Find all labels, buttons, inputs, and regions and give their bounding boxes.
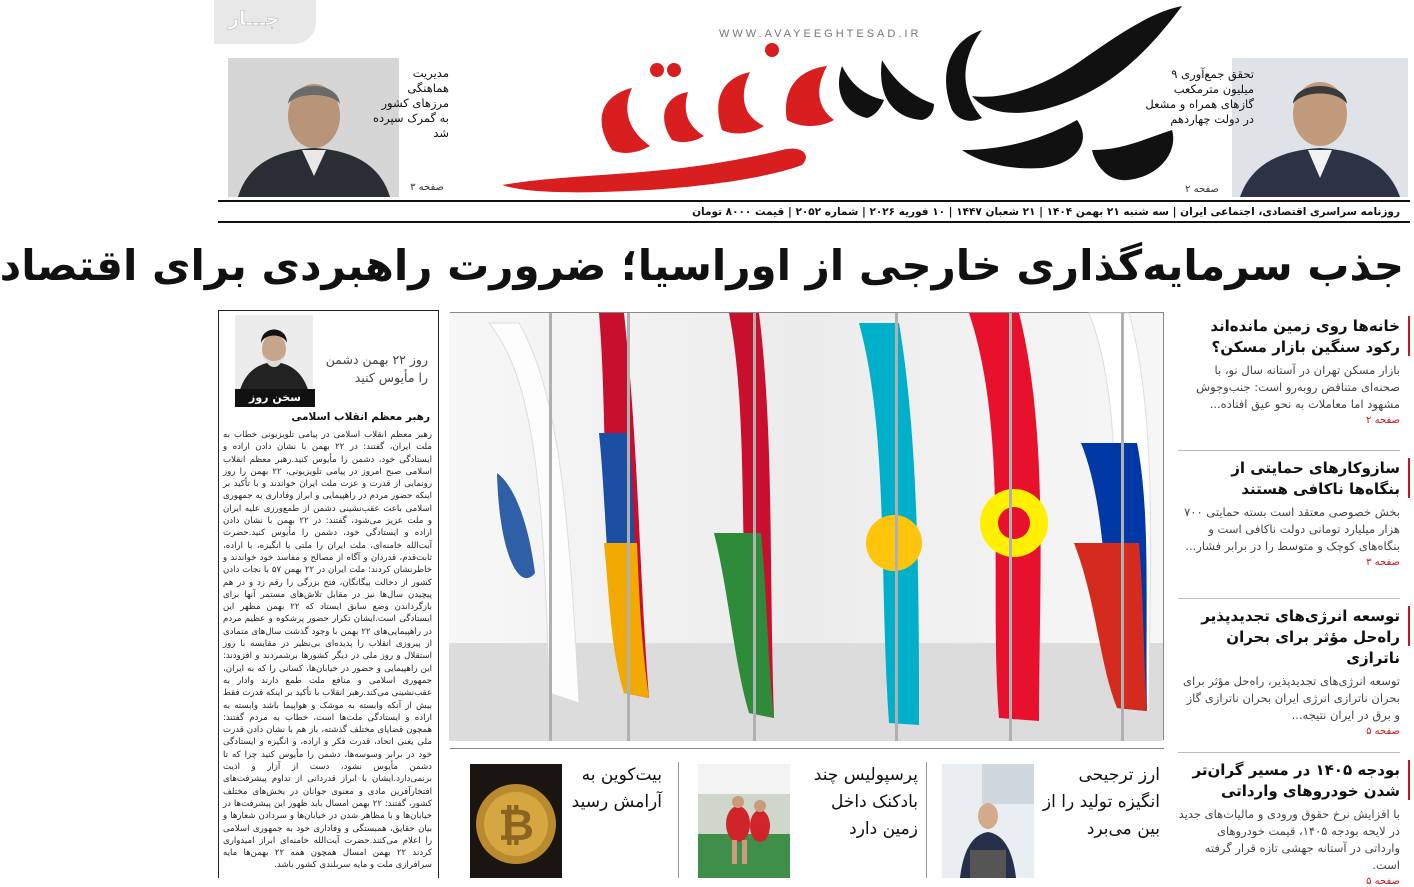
right-teaser-page: صفحه ۲ [1185, 184, 1219, 195]
site-url[interactable]: WWW.AVAYEEGHTESAD.IR [719, 28, 922, 40]
right-story-budget[interactable] [1178, 760, 1400, 887]
right-story-support[interactable] [1178, 458, 1400, 568]
portrait-oil-official [1232, 58, 1408, 197]
right-story-page: صفحه ۳ [1366, 557, 1400, 568]
story-divider [1178, 752, 1400, 753]
right-story-housing[interactable] [1178, 316, 1400, 426]
right-story-summary: توسعه انرژی‌های تجدیدپذیر، راه‌حل مؤثر برای بحران ناترازی انرژی ایران بحران ناترازی گاز و برق در ایران نتیجه... [1182, 674, 1400, 722]
story-accent-bar [1408, 760, 1410, 800]
story-divider [1178, 450, 1400, 451]
bottom-photo-football [698, 764, 790, 878]
right-story-summary: بخش خصوصی معتقد است بسته حمایتی ۷۰۰ هزار میلیارد تومانی دولت ناکافی است و بنگاه‌های کوچک و متوسط را در برابر فشار... [1184, 505, 1400, 553]
right-story-summary: بازار مسکن تهران در آستانه سال نو، با صحنه‌ای متناقض روبه‌رو است: جنب‌وجوش مشهود اما معاملات به نحو عیق افتاده... [1196, 363, 1400, 411]
right-story-page: صفحه ۵ [1366, 726, 1400, 737]
leader-photo [235, 315, 313, 393]
right-column [1176, 310, 1410, 887]
bottom-row-rule [450, 748, 1164, 749]
masthead-rule-bottom [218, 221, 1410, 223]
right-story-title[interactable]: سازوکارهای حمایتی از بنگاه‌ها ناکافی هستند [1231, 459, 1400, 498]
left-teaser-page: صفحه ۳ [410, 182, 444, 193]
bottom-story-title[interactable]: ارز ترجیحی انگیزه تولید را از بین می‌برد [1042, 765, 1160, 839]
newspaper-logo [482, 0, 1187, 200]
bottom-photo-bitcoin [470, 764, 562, 878]
left-teaser-text[interactable]: مدیریت هماهنگی مرزهای کشور به گمرک سپرده شد [372, 66, 449, 140]
bottom-divider [678, 762, 679, 878]
bottom-story-persepolis[interactable] [796, 762, 918, 878]
right-story-title[interactable]: بودجه ۱۴۰۵ در مسیر گران‌تر شدن خودروهای وارداتی [1192, 761, 1400, 800]
right-story-page: صفحه ۵ [1366, 876, 1400, 887]
svg-text:₿: ₿ [498, 800, 534, 851]
section-tag [214, 0, 316, 44]
main-headline[interactable]: جذب سرمایه‌گذاری خارجی از اوراسیا؛ ضرورت راهبردی برای اقتصاد [0, 241, 1404, 290]
bottom-photo-currency [942, 764, 1034, 878]
right-story-summary: با افزایش نرخ حقوق ورودی و مالیات‌های جدید در لایحه بودجه ۱۴۰۵، قیمت خودروهای وارداتی در آستانه جهشی تازه قرار گرفته است. [1178, 807, 1400, 872]
story-divider [1178, 598, 1400, 599]
leader-quote[interactable]: روز ۲۲ بهمن دشمن را مأیوس کنید [325, 352, 428, 385]
leader-label: سخن روز [235, 389, 315, 407]
masthead-rule-top [218, 200, 1410, 202]
story-accent-bar [1408, 458, 1410, 498]
story-accent-bar [1408, 606, 1410, 646]
right-story-page: صفحه ۲ [1366, 415, 1400, 426]
bottom-story-currency[interactable] [1038, 762, 1160, 878]
bottom-story-title[interactable]: پرسپولیس چند بادکنک داخل زمین دارد [813, 765, 918, 839]
story-accent-bar [1408, 316, 1410, 356]
right-teaser-text[interactable]: تحقق جمع‌آوری ۹ میلیون مترمکعب گازهای همراه و مشعل در دولت چهاردهم [1145, 67, 1254, 126]
leader-body: رهبر معظم انقلاب اسلامی در پیامی تلویزیونی خطاب به ملت ایران، گفتند: در ۲۲ بهمن با نشان دادن اراده و ایستادگی خود، دشمن را مأیوس کنید.رهبر معظم انقلاب اسلامی صبح امروز در پیامی تلویزیونی، ۲۲ بهمن را روز رونمایی از قدرت و عزت ملت ایران خواندند و با تأکید بر اینکه حضور مردم در راهپیمایی و ابراز وفاداری به جمهوری اسلامی باعث عقب‌نشینی دشمن از طمع‌ورزی علیه ایران و ملت عزیز می‌شود، گفتند: در ۲۲ بهمن با نشان دادن اراده و ایستادگی خود، دشمن را مأیوس کنید.حضرت آیت‌الله خامنه‌ای، ملت ایران را ملتی با انگیزه، با اراده، ثابت‌قدم، قدردان و آگاه از مصالح و مفاسد خود خواندند و خاطرنشان کردند: ملت ایران در ۲۲ بهمن ۵۷ با نجات دادن کشور از دخالت بیگانگان، فتح بزرگی را رقم زد و در هم پیچیدن سال‌ها نیز در مقابل تلاش‌های مستمر آنها برای بازگرداندن وضع سابق ایستاد که ۲۲ بهمن مظهر این ایستادگی است.ایشان تکرار حضور پرشکوه و عظیم مردم در راهپیمایی‌های ۲۲ بهمن با وجود گذشت سال‌های متمادی از پیروزی انقلاب را پدیده‌ای بی‌نظیر در مقایسه با روز استقلال و روز ملی در دیگر کشورها برشمردند و افزودند: این راهپیمایی و حضور در خیابان‌ها، کسانی را که به ایران، جمهوری اسلامی و منافع ملت طمع دارند وادار به عقب‌نشینی می‌کند.رهبر انقلاب با تأکید بر اینکه قدرت فقط بیش از آنکه وابسته به موشک و هواپیما باشد وابسته به اراده و ایستادگی ملت‌ها است، خطاب به مردم گفتند: همچون قضایای مختلف گذشته، باز هم با نشان دادن قدرت ملی یعنی اتحاد، قدرت فکر و اراده، و انگیزه و ایستادگی خود در برابر وسوسه‌ها، دشمن را مأیوس کنید چرا که تا دشمن مأیوس نشود، دست از آزار و اذیت برنمی‌دارد.ایشان با ابراز قدردانی از تداوم پیشرفت‌های افتخارآفرین مادی و معنوی جوانان در بخش‌های مختلف کشور، گفتند: ۲۲ بهمن امسال باید ظهور این پیشرفت‌ها در خیابان‌ها و با مظاهر شدن در خیابان‌ها و سردادن شعارها و بیان حقایق، همبستگی و وفاداری خود به جمهوری اسلامی را اعلام می‌کنند.حضرت آیت‌الله خامنه‌ای ابراز امیدواری کردند ۲۲ بهمن امسال همچون همه ۲۲ بهمن‌ها مایه سرافرازی ملت و مایه سربلندی کشور باشد. [223, 430, 433, 871]
section-tag-label: جـــار [228, 8, 280, 30]
right-story-title[interactable]: توسعه انرژی‌های تجدیدپذیر راه‌حل مؤثر برای بحران ناترازی [1201, 607, 1400, 667]
bottom-story-bitcoin[interactable] [566, 762, 662, 878]
leader-title: رهبر معظم انقلاب اسلامی [291, 411, 430, 423]
main-photo-flags [450, 312, 1164, 740]
dateline: روزنامه سراسری اقتصادی، اجتماعی ایران | سه شنبه ۲۱ بهمن ۱۴۰۴ | ۲۱ شعبان ۱۴۴۷ | ۱۰ فوریه ۲۰۲۶ | شماره ۲۰۵۲ | قیمت ۸۰۰۰ تومان [692, 206, 1400, 218]
right-story-renewables[interactable] [1178, 606, 1400, 737]
bottom-story-title[interactable]: بیت‌کوین به آرامش رسید [571, 765, 662, 812]
right-story-title[interactable]: خانه‌ها روی زمین مانده‌اند رکود سنگین بازار مسکن؟ [1210, 317, 1400, 356]
bottom-divider [926, 762, 927, 878]
leader-column [218, 310, 439, 878]
